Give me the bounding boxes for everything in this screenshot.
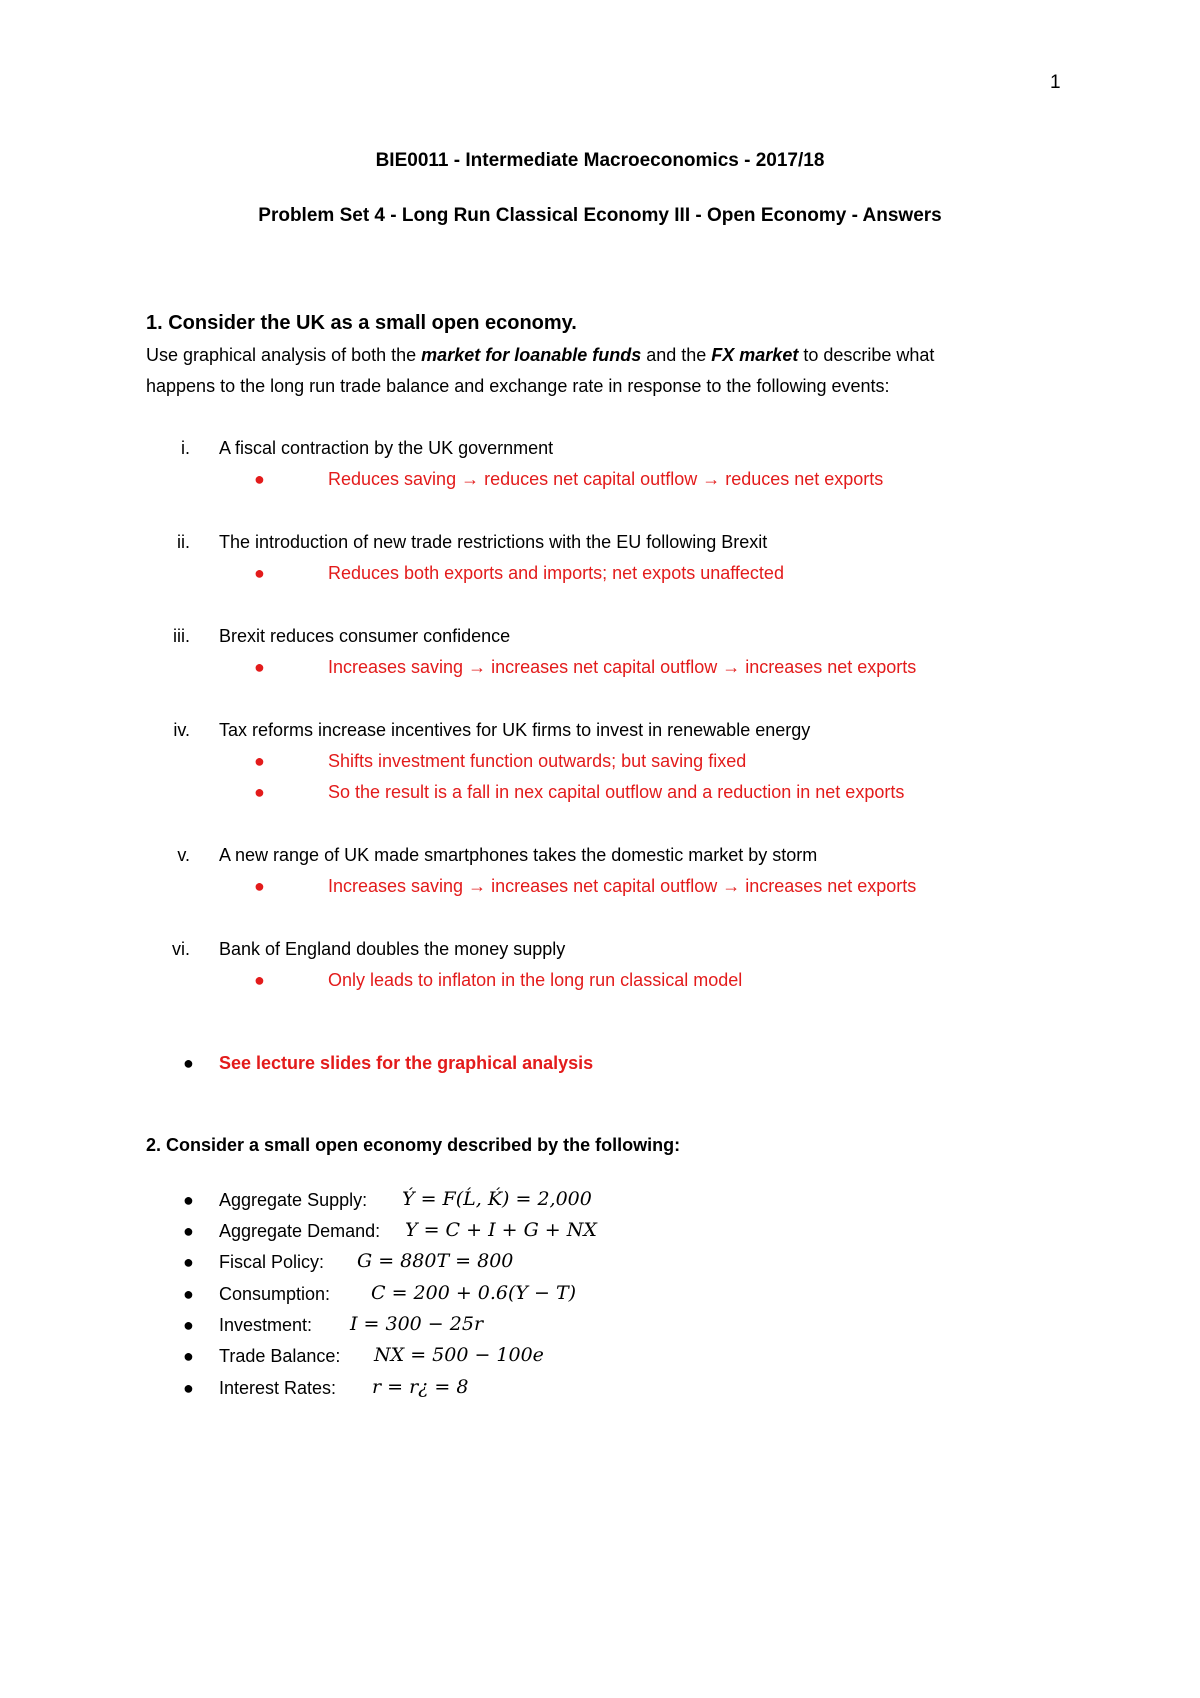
answer-text: Only leads to inflaton in the long run classical model: [328, 970, 743, 990]
bullet-icon: ●: [183, 1346, 194, 1366]
interest-rates-equation: r = r¿ = 8: [372, 1376, 469, 1398]
item-text: Tax reforms increase incentives for UK firms to invest in renewable energy: [219, 720, 811, 740]
problem-set-title: Problem Set 4 - Long Run Classical Economy III - Open Economy - Answers: [258, 205, 942, 226]
aggregate-supply-label: Aggregate Supply:: [219, 1190, 368, 1210]
item-number: ii.: [177, 532, 190, 552]
bullet-icon: ●: [183, 1315, 194, 1335]
trade-balance-equation: NX = 500 − 100e: [374, 1344, 544, 1366]
bullet-icon: ●: [183, 1252, 194, 1272]
trade-balance-label: Trade Balance:: [219, 1346, 341, 1366]
bullet-icon: ●: [183, 1053, 194, 1073]
item-text: Bank of England doubles the money supply: [219, 939, 566, 959]
answer-text: Increases saving → increases net capital outflow → increases net exports: [328, 657, 917, 677]
bullet-icon: ●: [254, 469, 265, 489]
aggregate-demand-label: Aggregate Demand:: [219, 1221, 381, 1241]
loanable-funds-term: market for loanable funds: [421, 345, 642, 365]
intro-text: and the: [641, 345, 712, 365]
bullet-icon: ●: [183, 1190, 194, 1210]
item-number: v.: [177, 845, 190, 865]
course-title: BIE0011 - Intermediate Macroeconomics - 2017/18: [375, 150, 825, 171]
question-2-title: 2. Consider a small open economy described by the following:: [146, 1135, 681, 1155]
item-text: A new range of UK made smartphones takes the domestic market by storm: [219, 845, 818, 865]
intro-text: Use graphical analysis of both the: [146, 345, 422, 365]
question-1-title: 1. Consider the UK as a small open economy.: [146, 312, 577, 334]
bullet-icon: ●: [183, 1284, 194, 1304]
item-text: A fiscal contraction by the UK government: [219, 438, 554, 458]
interest-rates-label: Interest Rates:: [219, 1378, 337, 1398]
bullet-icon: ●: [254, 782, 265, 802]
investment-equation: I = 300 − 25r: [350, 1313, 484, 1335]
answer-text: So the result is a fall in nex capital outflow and a reduction in net exports: [328, 782, 905, 802]
item-text: The introduction of new trade restrictions with the EU following Brexit: [219, 532, 768, 552]
item-number: i.: [181, 438, 190, 458]
item-text: Brexit reduces consumer confidence: [219, 626, 511, 646]
answer-text: Reduces both exports and imports; net expots unaffected: [328, 563, 784, 583]
page-number: 1: [1050, 72, 1061, 93]
item-number: iii.: [173, 626, 190, 646]
answer-text: Shifts investment function outwards; but saving fixed: [328, 751, 747, 771]
answer-text: Increases saving → increases net capital outflow → increases net exports: [328, 876, 917, 896]
intro-text: to describe what: [798, 345, 935, 365]
item-number: iv.: [173, 720, 190, 740]
consumption-label: Consumption:: [219, 1284, 331, 1304]
consumption-equation: C = 200 + 0.6(Y − T): [371, 1282, 577, 1304]
bullet-icon: ●: [183, 1378, 194, 1398]
question-1-intro-line-2: happens to the long run trade balance and exchange rate in response to the following events:: [146, 376, 890, 396]
answer-text: Reduces saving → reduces net capital outflow → reduces net exports: [328, 469, 884, 489]
aggregate-demand-equation: Y = C + I + G + NX: [405, 1219, 597, 1241]
bullet-icon: ●: [254, 751, 265, 771]
question-1-intro: [146, 345, 934, 366]
fiscal-policy-label: Fiscal Policy:: [219, 1252, 325, 1272]
fx-market-term: FX market: [711, 345, 799, 365]
item-number: vi.: [172, 939, 190, 959]
aggregate-supply-equation: Ý = F(Ĺ, Ḱ) = 2,000: [402, 1188, 592, 1210]
bullet-icon: ●: [254, 563, 265, 583]
bullet-icon: ●: [254, 970, 265, 990]
fiscal-policy-equation: G = 880T = 800: [357, 1250, 514, 1272]
bullet-icon: ●: [254, 876, 265, 896]
bullet-icon: ●: [183, 1221, 194, 1241]
bullet-icon: ●: [254, 657, 265, 677]
graphical-analysis-note: See lecture slides for the graphical analysis: [219, 1053, 594, 1073]
investment-label: Investment:: [219, 1315, 313, 1335]
